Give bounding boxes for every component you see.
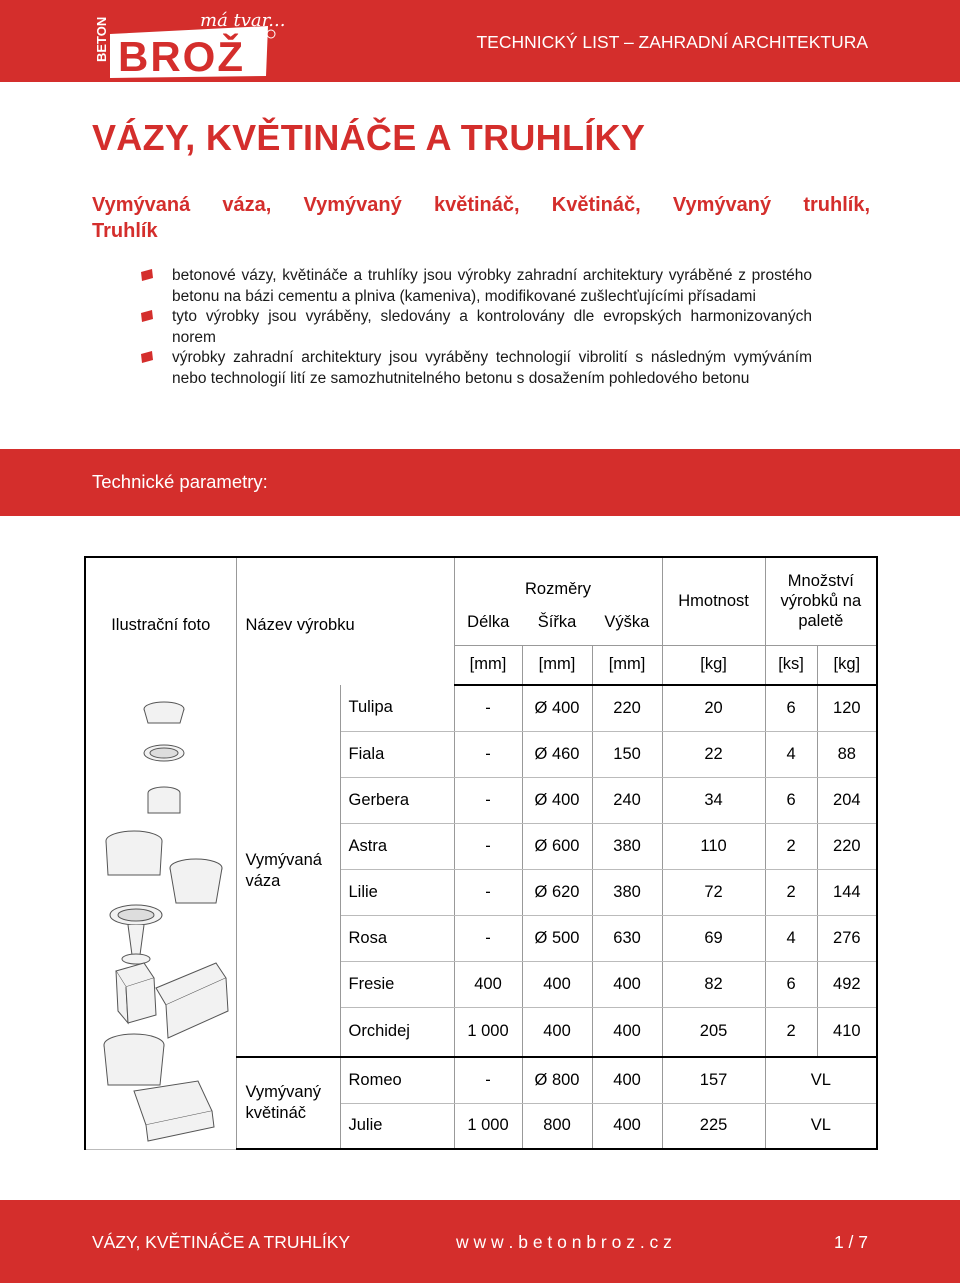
pcs: 2 xyxy=(765,823,817,869)
height: 400 xyxy=(592,1103,662,1149)
svg-text:má tvar...: má tvar... xyxy=(200,10,286,31)
pallet-kg: 120 xyxy=(817,685,877,731)
header-dimensions: Rozměry xyxy=(454,557,662,601)
bullet-icon xyxy=(140,269,154,281)
width: Ø 400 xyxy=(522,685,592,731)
height: 630 xyxy=(592,915,662,961)
weight: 72 xyxy=(662,869,765,915)
subtitle-line-2: Truhlík xyxy=(92,220,158,242)
width: Ø 600 xyxy=(522,823,592,869)
list-item xyxy=(140,348,812,389)
width: Ø 400 xyxy=(522,777,592,823)
bullet-text: tyto výrobky jsou vyráběny, sledovány a kontrolovány dle evropských harmonizovaných norem xyxy=(172,308,812,346)
width: Ø 500 xyxy=(522,915,592,961)
header-quantity: Množství výrobků na paletě xyxy=(765,557,877,645)
weight: 110 xyxy=(662,823,765,869)
illustration-photos xyxy=(85,685,236,1149)
page-title: VÁZY, KVĚTINÁČE A TRUHLÍKY xyxy=(92,117,646,158)
bullet-icon xyxy=(140,351,154,363)
section-bar xyxy=(0,449,960,516)
weight: 82 xyxy=(662,961,765,1007)
group-name: Vymývaná váza xyxy=(236,685,340,1057)
bullet-list xyxy=(140,266,812,389)
header-bar xyxy=(0,0,960,82)
page-number: 1 / 7 xyxy=(833,1232,868,1252)
pallet-kg: 220 xyxy=(817,823,877,869)
length: 1 000 xyxy=(454,1007,522,1057)
length: 400 xyxy=(454,961,522,1007)
product-name: Romeo xyxy=(340,1057,454,1103)
weight: 34 xyxy=(662,777,765,823)
header-photo: Ilustrační foto xyxy=(85,557,236,645)
height: 150 xyxy=(592,731,662,777)
unit-width: [mm] xyxy=(522,645,592,685)
header-width: Šířka xyxy=(537,613,577,632)
pcs: 2 xyxy=(765,1007,817,1057)
pallet-kg: 492 xyxy=(817,961,877,1007)
product-illustrations-icon xyxy=(86,693,234,1143)
bullet-icon xyxy=(140,310,154,322)
header-height: Výška xyxy=(604,613,650,632)
width: 400 xyxy=(522,961,592,1007)
pcs: 4 xyxy=(765,731,817,777)
footer-bar xyxy=(0,1200,960,1283)
length: 1 000 xyxy=(454,1103,522,1149)
length: - xyxy=(454,915,522,961)
unit-weight: [kg] xyxy=(662,645,765,685)
weight: 225 xyxy=(662,1103,765,1149)
pallet-kg: 276 xyxy=(817,915,877,961)
pcs: 6 xyxy=(765,685,817,731)
list-item xyxy=(140,266,812,307)
unit-height: [mm] xyxy=(592,645,662,685)
length: - xyxy=(454,1057,522,1103)
header-title: TECHNICKÝ LIST – ZAHRADNÍ ARCHITEKTURA xyxy=(476,32,868,52)
bullet-text: betonové vázy, květináče a truhlíky jsou výrobky zahradní architektury vyráběné z prostého betonu na bázi cementu a plniva (kameniva), modifikované zušlechťujícími přísadami xyxy=(172,267,812,305)
header-name: Název výrobku xyxy=(236,557,454,645)
length: - xyxy=(454,823,522,869)
length: - xyxy=(454,731,522,777)
product-name: Orchidej xyxy=(340,1007,454,1057)
footer-title: VÁZY, KVĚTINÁČE A TRUHLÍKY xyxy=(92,1232,351,1252)
weight: 22 xyxy=(662,731,765,777)
height: 240 xyxy=(592,777,662,823)
pallet-kg: 144 xyxy=(817,869,877,915)
height: 400 xyxy=(592,1057,662,1103)
spec-table xyxy=(84,556,878,1150)
length: - xyxy=(454,869,522,915)
svg-text:BROŽ: BROŽ xyxy=(118,33,245,80)
width: 400 xyxy=(522,1007,592,1057)
unit-pcs: [ks] xyxy=(765,645,817,685)
width: Ø 620 xyxy=(522,869,592,915)
product-name: Gerbera xyxy=(340,777,454,823)
height: 400 xyxy=(592,961,662,1007)
pallet-kg: 204 xyxy=(817,777,877,823)
footer-website-link[interactable]: w w w . b e t o n b r o z . c z xyxy=(456,1232,672,1252)
height: 400 xyxy=(592,1007,662,1057)
section-title: Technické parametry: xyxy=(92,471,268,492)
weight: 20 xyxy=(662,685,765,731)
weight: 157 xyxy=(662,1057,765,1103)
svg-text:BETON: BETON xyxy=(94,16,109,62)
header-length: Délka xyxy=(454,601,522,645)
pallet: VL xyxy=(765,1103,877,1149)
product-name: Fresie xyxy=(340,961,454,1007)
height: 380 xyxy=(592,869,662,915)
bullet-text: výrobky zahradní architektury jsou vyráběny technologií vibrolití s následným vymýváním nebo technologií lití ze samozhutnitelného betonu s dosažením pohledového betonu xyxy=(172,349,812,387)
group-name: Vymývaný květináč xyxy=(236,1057,340,1149)
length: - xyxy=(454,685,522,731)
header-weight: Hmotnost xyxy=(662,557,765,645)
weight: 205 xyxy=(662,1007,765,1057)
product-name: Fiala xyxy=(340,731,454,777)
product-name: Astra xyxy=(340,823,454,869)
product-name: Lilie xyxy=(340,869,454,915)
pallet-kg: 88 xyxy=(817,731,877,777)
pcs: 2 xyxy=(765,869,817,915)
height: 220 xyxy=(592,685,662,731)
subtitle-line-1: Vymývaná váza, Vymývaný květináč, Květináč, Vymývaný truhlík, xyxy=(92,194,870,216)
width: 800 xyxy=(522,1103,592,1149)
pcs: 6 xyxy=(765,777,817,823)
table-row xyxy=(85,685,877,731)
pcs: 6 xyxy=(765,961,817,1007)
brand-logo xyxy=(88,4,288,80)
product-name: Rosa xyxy=(340,915,454,961)
unit-pallet-kg: [kg] xyxy=(817,645,877,685)
weight: 69 xyxy=(662,915,765,961)
width: Ø 460 xyxy=(522,731,592,777)
pallet-kg: 410 xyxy=(817,1007,877,1057)
pcs: 4 xyxy=(765,915,817,961)
width: Ø 800 xyxy=(522,1057,592,1103)
product-name: Julie xyxy=(340,1103,454,1149)
unit-length: [mm] xyxy=(454,645,522,685)
height: 380 xyxy=(592,823,662,869)
product-name: Tulipa xyxy=(340,685,454,731)
length: - xyxy=(454,777,522,823)
list-item xyxy=(140,307,812,348)
pallet: VL xyxy=(765,1057,877,1103)
